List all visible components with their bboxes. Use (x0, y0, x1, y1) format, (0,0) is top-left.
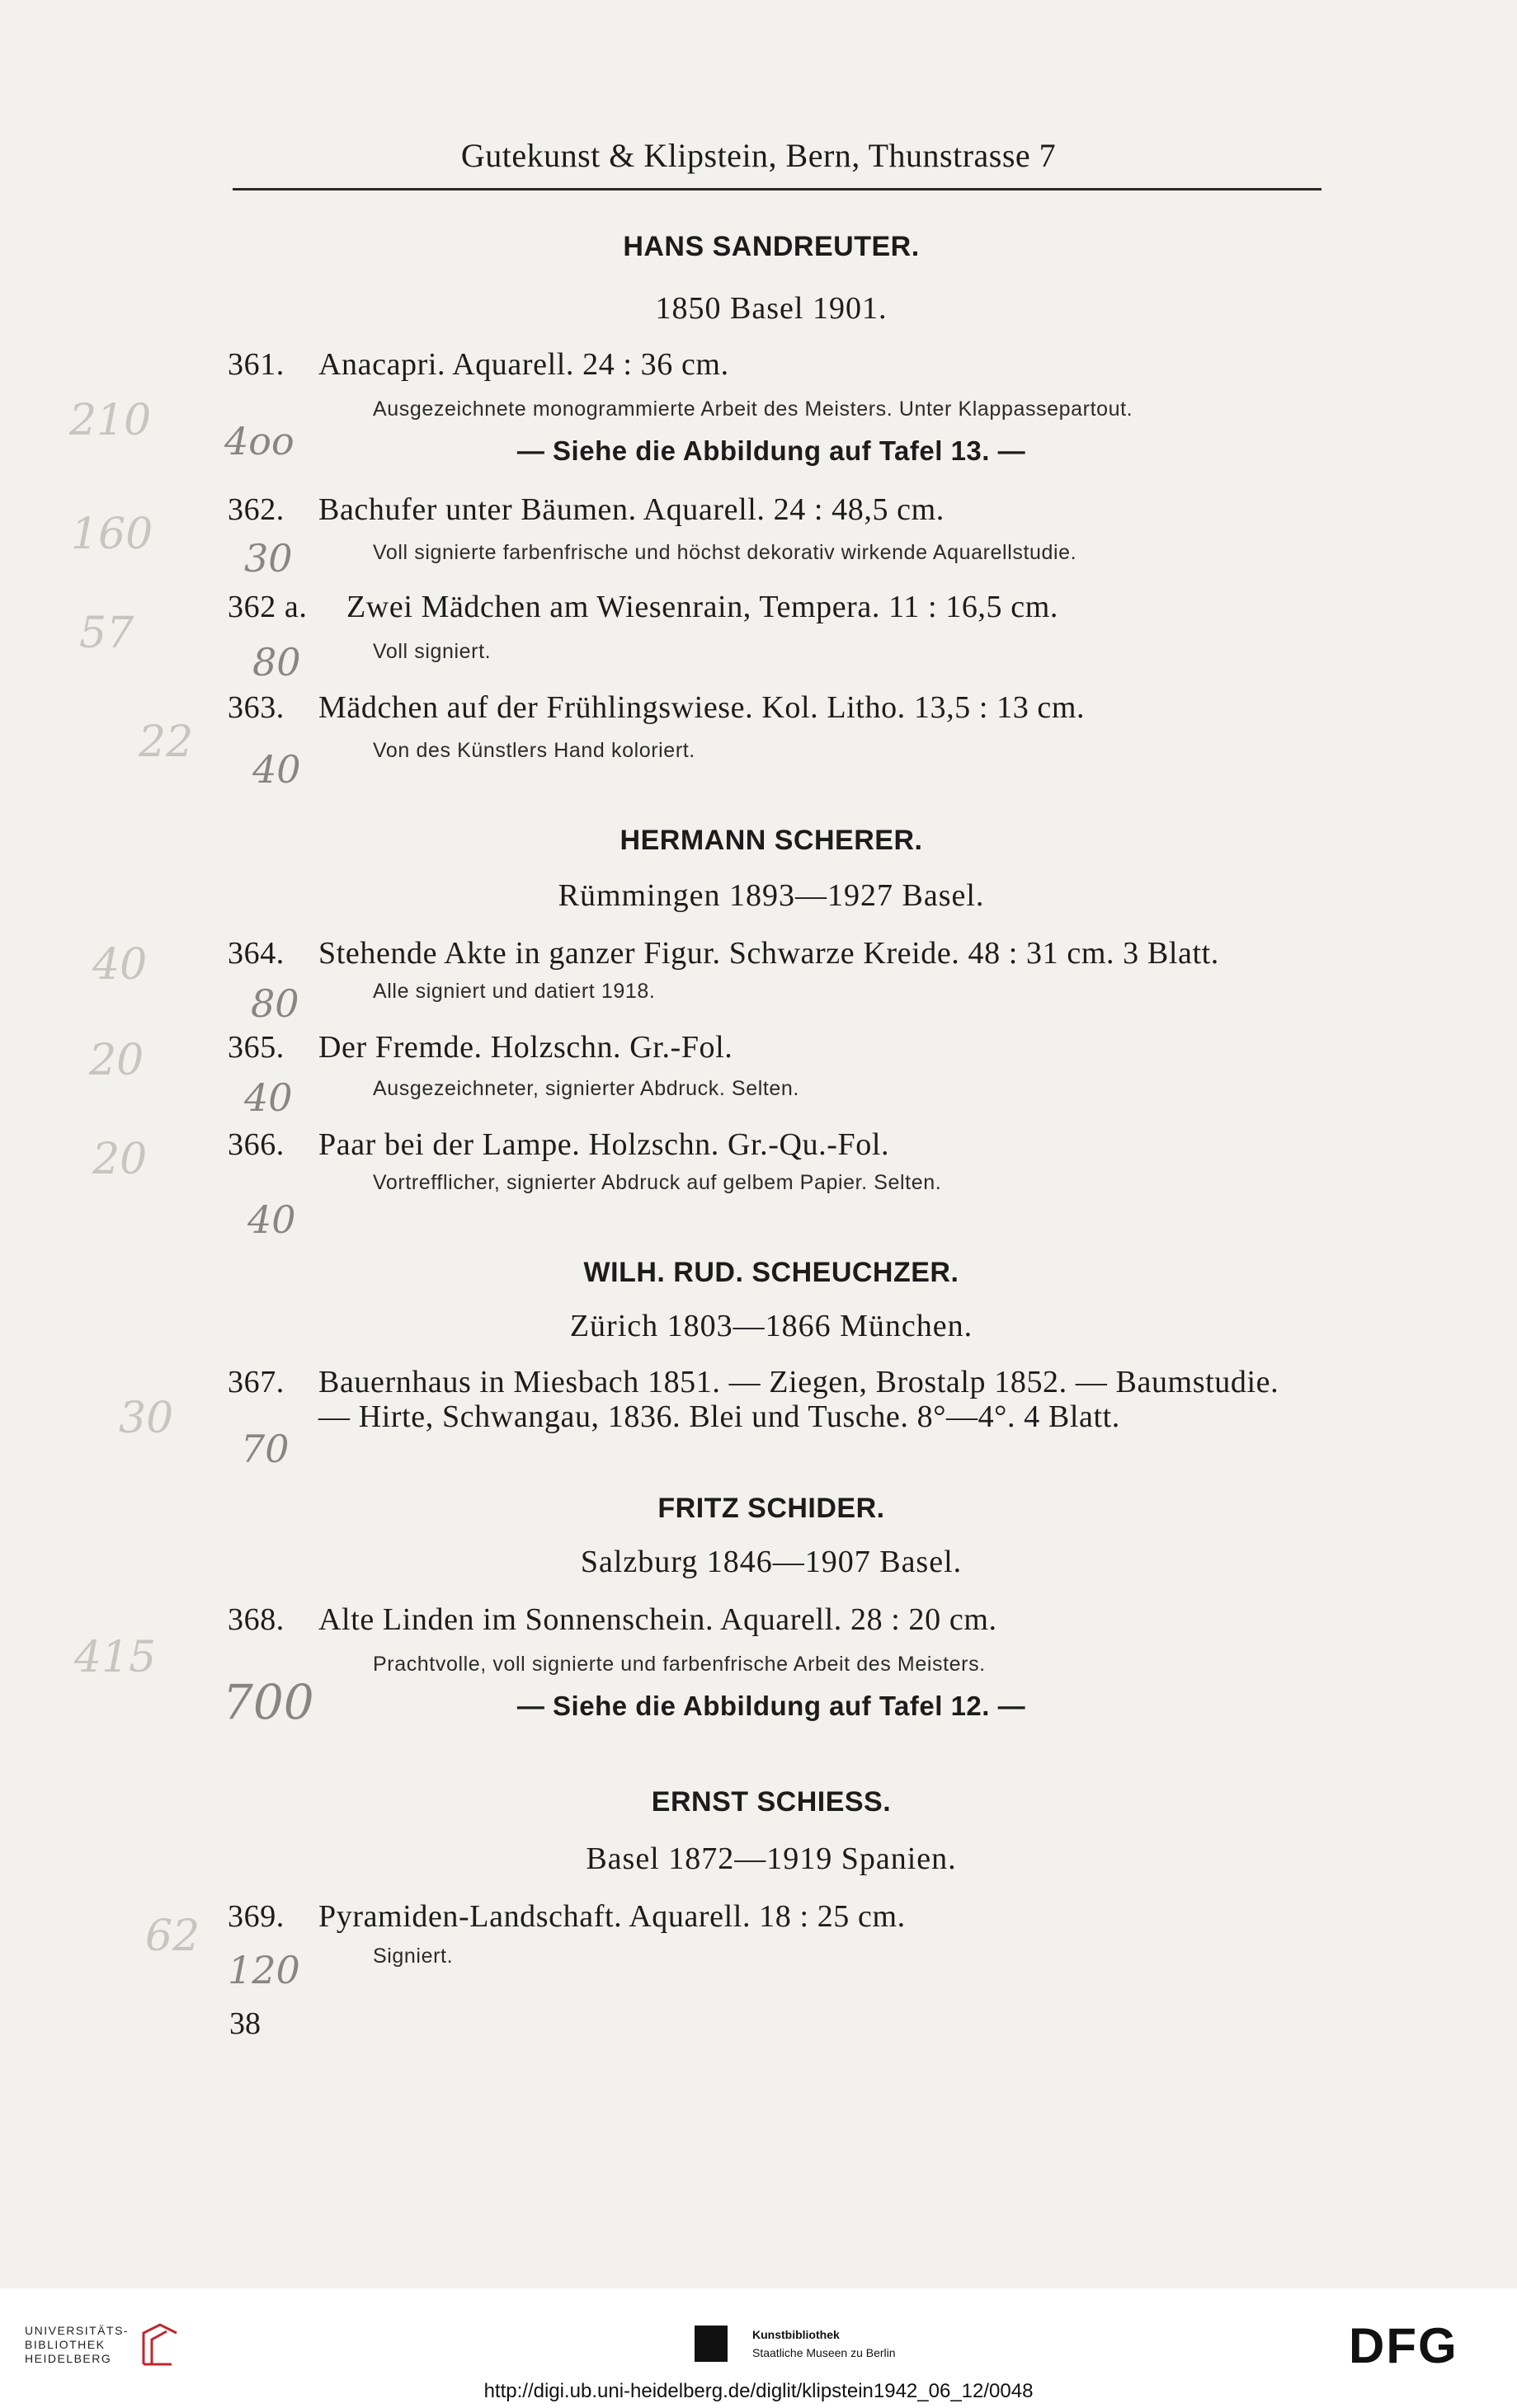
lot-number: 362 a. (228, 590, 308, 624)
lot-number: 363. (228, 690, 285, 725)
artist-dates: Salzburg 1846—1907 Basel. (580, 1545, 963, 1579)
lot-number: 368. (228, 1602, 285, 1637)
lot-title: Bauernhaus in Miesbach 1851. — Ziegen, Brostalp 1852. — Baumstudie. (318, 1365, 1279, 1399)
pencil-price-annotation: 30 (244, 536, 293, 581)
pencil-price-annotation: 80 (252, 640, 301, 684)
artist-dates: Basel 1872—1919 Spanien. (586, 1841, 957, 1876)
lot-note: Voll signiert. (373, 640, 492, 663)
source-url[interactable]: http://digi.ub.uni-heidelberg.de/diglit/klipstein1942_06_12/0048 (483, 2380, 1034, 2402)
artist-heading: FRITZ SCHIDER. (657, 1493, 885, 1524)
dfg-logo: DFG (1349, 2318, 1458, 2373)
plate-reference: — Siehe die Abbildung auf Tafel 12. — (516, 1691, 1026, 1721)
artist-heading: ERNST SCHIESS. (651, 1786, 892, 1818)
lot-number: 365. (228, 1030, 285, 1065)
lot-note: Signiert. (373, 1945, 454, 1968)
pencil-price-annotation: 22 (139, 717, 194, 767)
lot-number: 361. (228, 347, 285, 382)
lot-note: Von des Künstlers Hand koloriert. (373, 739, 695, 762)
lot-title: Der Fremde. Holzschn. Gr.-Fol. (318, 1030, 733, 1065)
kb-title: Kunstbibliothek (752, 2328, 840, 2341)
pencil-price-annotation: 30 (119, 1394, 174, 1443)
kunstbibliothek-credit (752, 2326, 896, 2362)
lot-number: 369. (228, 1899, 285, 1934)
logo-text-line: HEIDELBERG (25, 2352, 112, 2365)
pencil-price-annotation: 57 (79, 609, 134, 658)
artist-dates: Rümmingen 1893—1927 Basel. (558, 878, 985, 913)
lot-title: Anacapri. Aquarell. 24 : 36 cm. (318, 347, 729, 382)
logo-text-line: UNIVERSITÄTS- (25, 2324, 130, 2337)
pencil-price-annotation: 4oo (224, 419, 294, 463)
lot-note: Alle signiert und datiert 1918. (373, 980, 656, 1003)
lot-note: Ausgezeichneter, signierter Abdruck. Selten. (373, 1077, 799, 1100)
lot-title: Zwei Mädchen am Wiesenrain, Tempera. 11 : 16,5 cm. (346, 590, 1058, 624)
artist-dates: 1850 Basel 1901. (655, 291, 888, 326)
artist-heading: WILH. RUD. SCHEUCHZER. (583, 1257, 959, 1288)
running-head: Gutekunst & Klipstein, Bern, Thunstrasse 7 (460, 137, 1057, 174)
lot-title: Mädchen auf der Frühlingswiese. Kol. Litho. 13,5 : 13 cm. (318, 690, 1086, 725)
lot-note: Vortrefflicher, signierter Abdruck auf gelbem Papier. Selten. (373, 1171, 942, 1194)
lot-number: 367. (228, 1365, 285, 1399)
lot-number: 366. (228, 1127, 285, 1162)
pencil-price-annotation: 700 (223, 1674, 314, 1730)
artist-heading: HANS SANDREUTER. (623, 231, 920, 262)
lot-number: 364. (228, 936, 285, 971)
lot-title: Pyramiden-Landschaft. Aquarell. 18 : 25 cm. (318, 1899, 906, 1934)
university-seal-icon (139, 2321, 183, 2371)
pencil-price-annotation: 40 (244, 1075, 293, 1120)
pencil-price-annotation: 415 (74, 1633, 157, 1682)
header-rule (233, 188, 1321, 190)
pencil-price-annotation: 40 (252, 747, 301, 792)
page-number: 38 (229, 2006, 261, 2041)
pencil-price-annotation: 20 (89, 1036, 144, 1085)
logo-text-line: BIBLIOTHEK (25, 2338, 106, 2351)
lot-note: Voll signierte farbenfrische und höchst dekorativ wirkende Aquarellstudie. (373, 541, 1077, 564)
pencil-price-annotation: 70 (241, 1427, 290, 1471)
pencil-price-annotation: 40 (247, 1197, 296, 1242)
pencil-price-annotation: 20 (92, 1135, 148, 1184)
lot-title-continued: — Hirte, Schwangau, 1836. Blei und Tusche. 8°—4°. 4 Blatt. (318, 1399, 1120, 1434)
pencil-price-annotation: 210 (69, 396, 152, 445)
university-library-logo (25, 2324, 129, 2366)
lot-title: Stehende Akte in ganzer Figur. Schwarze Kreide. 48 : 31 cm. 3 Blatt. (318, 936, 1219, 971)
lot-note: Prachtvolle, voll signierte und farbenfrische Arbeit des Meisters. (373, 1653, 986, 1676)
artist-heading: HERMANN SCHERER. (620, 825, 923, 856)
pencil-price-annotation: 120 (228, 1948, 300, 1992)
pencil-price-annotation: 160 (71, 510, 153, 559)
lot-title: Alte Linden im Sonnenschein. Aquarell. 28 : 20 cm. (318, 1602, 997, 1637)
lot-title: Bachufer unter Bäumen. Aquarell. 24 : 48,5 cm. (318, 492, 945, 527)
pencil-price-annotation: 80 (251, 981, 299, 1026)
pencil-price-annotation: 40 (92, 940, 148, 990)
kunstbibliothek-logo-icon (695, 2326, 728, 2362)
lot-title: Paar bei der Lampe. Holzschn. Gr.-Qu.-Fol. (318, 1127, 890, 1162)
kb-subtitle: Staatliche Museen zu Berlin (752, 2346, 896, 2359)
plate-reference: — Siehe die Abbildung auf Tafel 13. — (516, 435, 1026, 466)
pencil-price-annotation: 62 (145, 1912, 200, 1961)
lot-number: 362. (228, 492, 285, 527)
artist-dates: Zürich 1803—1866 München. (569, 1309, 973, 1343)
lot-note: Ausgezeichnete monogrammierte Arbeit des Meisters. Unter Klappassepartout. (373, 397, 1133, 421)
